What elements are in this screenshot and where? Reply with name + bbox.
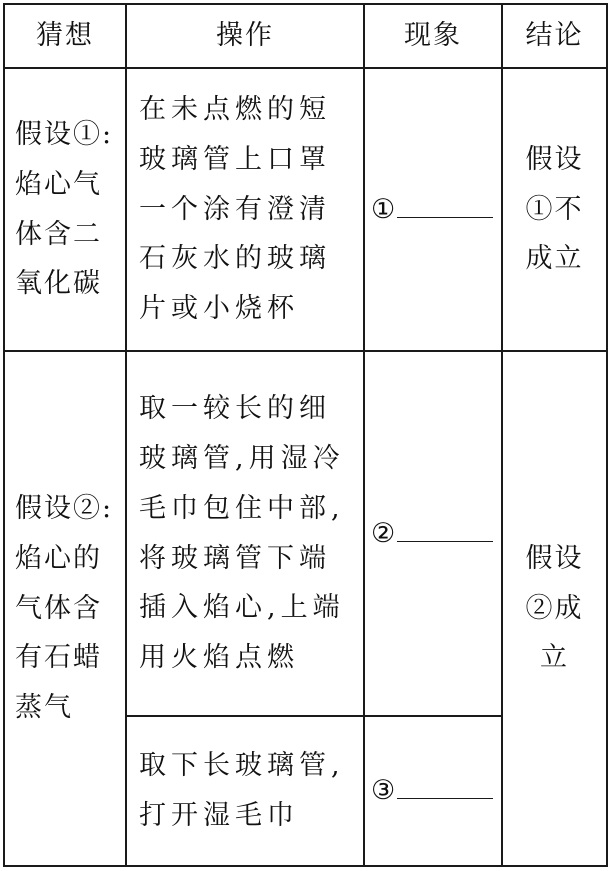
operation-3-cell (126, 716, 364, 866)
table-row (4, 68, 607, 351)
header-row (4, 4, 607, 68)
hypothesis-2-line: 蒸气 (15, 692, 73, 724)
table-row (4, 351, 607, 716)
hypothesis-1-line: 氧化碳 (15, 268, 102, 300)
operation-2-line: 毛巾包住中部, (139, 492, 345, 524)
operation-1-line: 片或小烧杯 (139, 293, 299, 325)
conclusion-1-cell (502, 68, 607, 351)
conclusion-2-line: 立 (540, 642, 569, 674)
conclusion-2-line: ②成 (525, 592, 584, 624)
answer-blank-1[interactable] (397, 195, 493, 218)
answer-blank-2[interactable] (397, 519, 493, 542)
experiment-table (3, 3, 608, 867)
operation-3-line: 取下长玻璃管, (139, 750, 345, 782)
hypothesis-1-line: 假设①: (15, 118, 114, 150)
phenomenon-1-number: ① (371, 193, 398, 225)
phenomenon-1-cell (364, 68, 502, 351)
operation-1-line: 玻璃管上口罩 (139, 143, 331, 175)
operation-3-line: 打开湿毛巾 (139, 800, 299, 831)
operation-1-cell (126, 68, 364, 351)
operation-2-line: 用火焰点燃 (139, 642, 299, 674)
operation-1-line: 石灰水的玻璃 (139, 243, 331, 275)
phenomenon-3-cell (364, 716, 502, 866)
phenomenon-3-number: ③ (371, 775, 398, 807)
operation-1-line: 一个涂有澄清 (139, 193, 331, 225)
conclusion-1-line: 成立 (525, 243, 584, 275)
phenomenon-2-cell (364, 351, 502, 716)
hypothesis-2-line: 焰心的 (15, 542, 102, 574)
conclusion-2-line: 假设 (525, 542, 584, 574)
header-phenomenon: 现象 (364, 4, 502, 68)
conclusion-2-cell (502, 351, 607, 866)
phenomenon-2-number: ② (371, 517, 398, 549)
header-operation: 操作 (126, 4, 364, 68)
answer-blank-3[interactable] (397, 776, 493, 799)
header-conclusion: 结论 (502, 4, 607, 68)
conclusion-1-line: 假设 (525, 143, 584, 175)
conclusion-1-line: ①不 (525, 193, 584, 225)
hypothesis-1-cell (4, 68, 126, 351)
hypothesis-1-line: 体含二 (15, 218, 102, 250)
hypothesis-2-line: 气体含 (15, 592, 102, 624)
operation-1-line: 在未点燃的短 (139, 93, 331, 125)
operation-2-line: 取一较长的细 (139, 392, 331, 424)
header-guess: 猜想 (4, 4, 126, 68)
hypothesis-2-line: 假设②: (15, 492, 114, 524)
operation-2-line: 插入焰心,上端 (139, 592, 345, 624)
operation-2-line: 将玻璃管下端 (139, 542, 331, 574)
hypothesis-1-line: 焰心气 (15, 168, 102, 200)
hypothesis-2-cell (4, 351, 126, 866)
operation-2-line: 玻璃管,用湿冷 (139, 442, 345, 474)
operation-2-cell (126, 351, 364, 716)
hypothesis-2-line: 有石蜡 (15, 642, 102, 674)
